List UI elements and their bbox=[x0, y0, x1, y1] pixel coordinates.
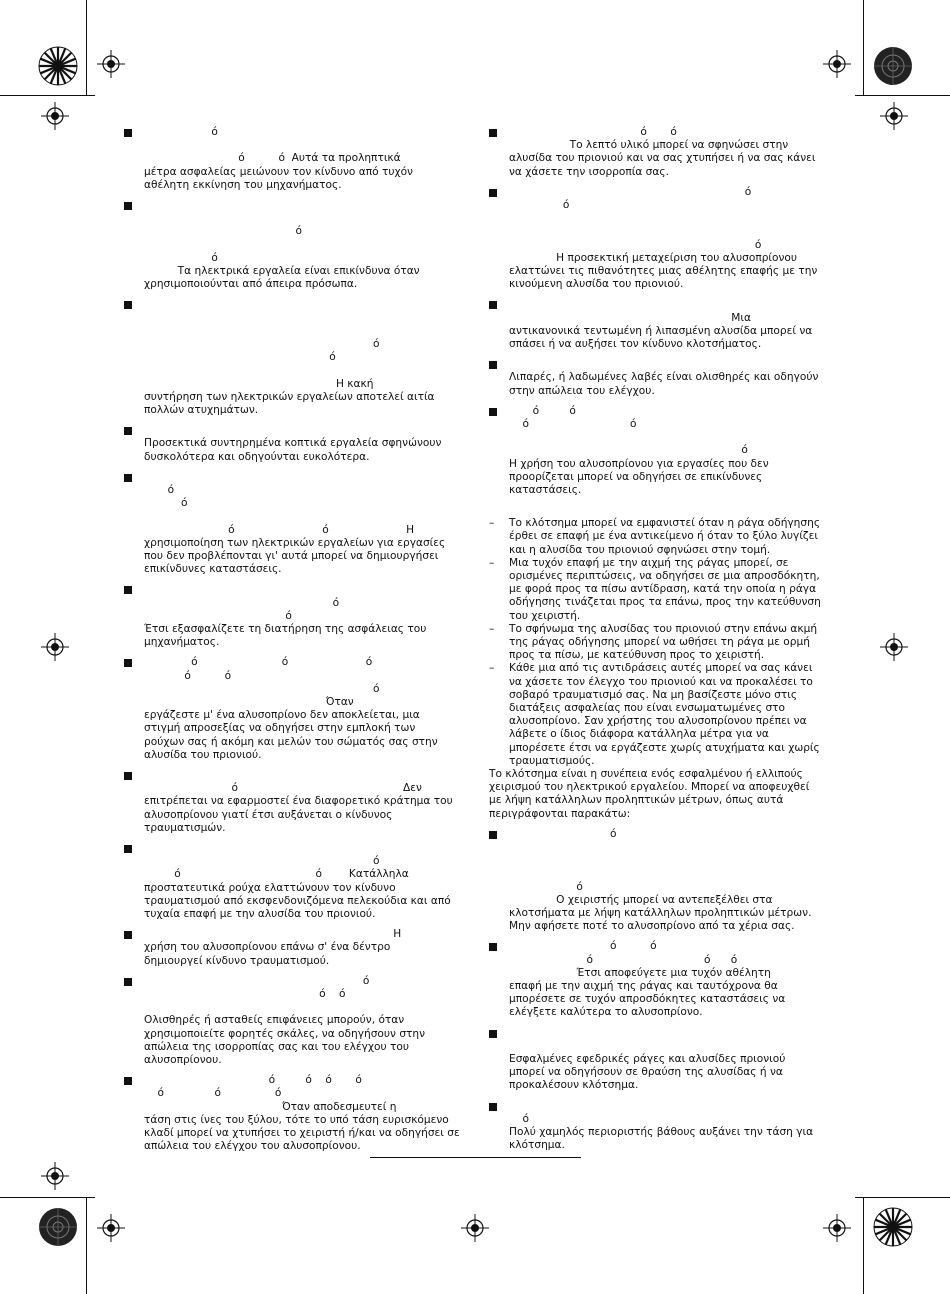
square-bullet-icon bbox=[489, 301, 497, 309]
text-line: Το σφήνωμα της αλυσίδας του πριονιού στην επάνω ακμή bbox=[509, 622, 818, 635]
text-line bbox=[144, 471, 459, 484]
crop-mark bbox=[86, 0, 87, 95]
square-bullet-icon bbox=[124, 586, 132, 594]
text-line: Έτσι αποφεύγετε μια τυχόν αθέλητη bbox=[509, 966, 771, 979]
crop-mark bbox=[855, 95, 950, 96]
bullet-item bbox=[489, 405, 824, 497]
square-bullet-icon bbox=[124, 845, 132, 853]
square-bullet-icon bbox=[124, 474, 132, 482]
text-line: περιγράφονται παρακάτω: bbox=[489, 807, 631, 820]
text-line: χρησιμοποίηση των ηλεκτρικών εργαλείων για εργασίες bbox=[144, 536, 446, 549]
text-line: ό ό ό ό bbox=[144, 1074, 362, 1087]
text-line: Το κλότσημα μπορεί να εμφανιστεί όταν η ράγα οδήγησης bbox=[509, 517, 821, 530]
text-line: ελαττώνει τις πιθανότητες μιας αθέλητης επαφής με την bbox=[509, 265, 818, 277]
square-bullet-icon bbox=[489, 1030, 497, 1038]
spacer bbox=[489, 1093, 824, 1100]
spacer bbox=[489, 291, 824, 298]
spacer bbox=[124, 921, 459, 928]
square-bullet-icon bbox=[489, 943, 497, 951]
text-line: ό bbox=[144, 251, 218, 264]
text-line bbox=[509, 298, 824, 311]
text-line: έρθει σε επαφή με ένα αντικείμενο ή όταν το ξύλο λυγίζει bbox=[509, 530, 818, 543]
bullet-item bbox=[489, 1027, 824, 1093]
dash-marker: – bbox=[489, 662, 495, 675]
dash-item bbox=[489, 517, 824, 557]
spacer bbox=[124, 576, 459, 583]
text-line: Κάθε μια από τις αντιδράσεις αυτές μπορεί να σας κάνει bbox=[509, 662, 813, 675]
text-line: Λιπαρές, ή λαδωμένες λαβές είναι ολισθηρές και οδηγούν bbox=[509, 371, 819, 384]
text-line: αντικανονικά τεντωμένη ή λιπασμένη αλυσίδα μπορεί να bbox=[509, 324, 813, 337]
text-line: ό bbox=[144, 682, 380, 695]
text-line: Ο χειριστής μπορεί να αντεπεξέλθει στα bbox=[509, 893, 773, 906]
text-line: Έτσι εξασφαλίζετε τη διατήρηση της ασφάλειας του bbox=[144, 622, 427, 635]
bullet-item bbox=[124, 471, 459, 577]
text-line: Μια bbox=[509, 311, 751, 324]
text-line: ό ό bbox=[509, 404, 576, 417]
text-line: Η bbox=[144, 928, 402, 941]
text-line: ό bbox=[509, 185, 752, 198]
text-line: προκαλέσουν κλότσημα. bbox=[509, 1079, 639, 1092]
registration-starburst-icon bbox=[38, 46, 78, 86]
text-line: τάση στις ίνες του ξύλου, τότε το υπό τάση ευρισκόμενο bbox=[144, 1113, 449, 1126]
text-line: επαφή με την αιχμή της ράγας και ταυτόχρονα θα bbox=[509, 980, 778, 993]
text-line: που δεν προβλέπονται γι' αυτά μπορεί να δημιουργήσει bbox=[144, 549, 439, 562]
text-line: ό ό bbox=[144, 669, 232, 682]
text-line: πολλών ατυχημάτων. bbox=[144, 403, 259, 416]
text-line bbox=[144, 312, 459, 325]
spacer bbox=[124, 1067, 459, 1074]
text-line: μηχανήματος. bbox=[144, 636, 220, 649]
text-line: ό bbox=[509, 238, 762, 251]
text-line: ελέγξετε καλύτερα το αλυσοπρίονο. bbox=[509, 1006, 703, 1019]
registration-crosshair-icon bbox=[41, 102, 69, 130]
text-line bbox=[509, 867, 824, 880]
text-line bbox=[509, 358, 824, 371]
bullet-item bbox=[124, 126, 459, 192]
crop-mark bbox=[0, 1197, 95, 1198]
square-bullet-icon bbox=[124, 427, 132, 435]
text-line bbox=[144, 583, 459, 596]
spacer bbox=[124, 464, 459, 471]
text-line: ό bbox=[509, 444, 748, 457]
footer-rule bbox=[370, 1157, 581, 1158]
text-line: Η χρήση του αλυσοπρίονου για εργασίες που δεν bbox=[509, 457, 769, 470]
text-line: ό bbox=[509, 827, 617, 840]
text-line: χρήση του αλυσοπρίονου επάνω σ' ένα δέντρο bbox=[144, 941, 391, 954]
bullet-item bbox=[124, 1074, 459, 1153]
text-line: τραυματισμούς. bbox=[509, 754, 595, 767]
text-line: ό ό bbox=[144, 987, 346, 1000]
text-line: να χάσετε τον έλεγχο του πριονιού και να προκαλέσει το bbox=[509, 675, 813, 688]
registration-crosshair-icon bbox=[41, 633, 69, 661]
spacer bbox=[489, 398, 824, 405]
text-line: προστατευτικά ρούχα ελαττώνουν τον κίνδυνο bbox=[144, 881, 396, 894]
text-line: εργάζεστε μ' ένα αλυσοπρίονο δεν αποκλείεται, μια bbox=[144, 709, 420, 722]
text-line: τραυματισμών. bbox=[144, 821, 226, 834]
text-line bbox=[144, 298, 459, 311]
text-line: μπορεί να οδηγήσουν σε θραύση της αλυσίδας ή να bbox=[509, 1066, 783, 1079]
registration-crosshair-icon bbox=[97, 50, 125, 78]
text-line: κλαδί μπορεί να χτυπήσει το χειριστή ή/και να οδηγήσει σε bbox=[144, 1126, 460, 1139]
square-bullet-icon bbox=[489, 129, 497, 137]
square-bullet-icon bbox=[489, 1103, 497, 1111]
spacer bbox=[124, 291, 459, 298]
text-line bbox=[509, 1027, 824, 1040]
crop-mark bbox=[0, 95, 95, 96]
text-line: Προσεκτικά συντηρημένα κοπτικά εργαλεία σφηνώνουν bbox=[144, 437, 442, 450]
text-line: σπάσει ή να αυξήσει τον κίνδυνο κλοτσήματος. bbox=[509, 338, 762, 350]
spacer bbox=[489, 933, 824, 940]
text-line: Μια τυχόν επαφή με την αιχμή της ράγας μπορεί, σε bbox=[509, 556, 789, 569]
left-column bbox=[124, 126, 459, 1160]
square-bullet-icon bbox=[124, 301, 132, 309]
text-line: κλότσημα. bbox=[509, 1139, 565, 1152]
crop-mark bbox=[855, 1197, 950, 1198]
text-line: μπορέσετε έτσι να εργάζεστε χωρίς ατυχήματα και χωρίς bbox=[509, 741, 820, 754]
bullet-item bbox=[489, 940, 824, 1019]
bullet-item bbox=[124, 583, 459, 649]
text-line: ό ό bbox=[509, 418, 637, 430]
text-line: ό ό ό bbox=[509, 953, 738, 966]
text-line bbox=[144, 199, 459, 212]
text-line: Ολισθηρές ή ασταθείς επιφάνειες μπορούν, όταν bbox=[144, 1014, 405, 1027]
registration-dark-disc-icon bbox=[873, 46, 913, 86]
text-line: ό bbox=[509, 199, 570, 212]
registration-starburst-icon bbox=[873, 1207, 913, 1247]
text-line: ό bbox=[144, 855, 380, 868]
text-line: Η κακή bbox=[144, 377, 374, 390]
spacer bbox=[489, 821, 824, 828]
bullet-item bbox=[489, 1100, 824, 1153]
text-line bbox=[144, 139, 459, 152]
text-line: αλυσοπρίονου. bbox=[144, 1053, 222, 1066]
text-line: δυσκολότερα και οδηγούνται ευκολότερα. bbox=[144, 450, 370, 463]
text-line: κινούμενη αλυσίδα του πριονιού. bbox=[509, 278, 684, 291]
text-line: ό bbox=[144, 483, 175, 496]
dash-marker: – bbox=[489, 622, 495, 635]
text-line: προς τα πίσω, με κατεύθυνση προς το χειριστή. bbox=[509, 649, 765, 662]
text-line: χρησιμοποιείτε φορητές σκάλες, να οδηγήσουν στην bbox=[144, 1027, 426, 1040]
text-line bbox=[509, 1100, 824, 1113]
text-line: ό ό ό bbox=[144, 1087, 282, 1100]
text-line: Όταν αποδεσμευτεί η bbox=[144, 1100, 397, 1113]
text-line: αλυσίδα του πριονιού. bbox=[144, 748, 262, 761]
text-line bbox=[144, 424, 459, 437]
spacer bbox=[124, 835, 459, 842]
text-line bbox=[509, 841, 824, 854]
text-line bbox=[144, 325, 459, 338]
text-line: ό ό bbox=[509, 126, 677, 138]
text-line: ό bbox=[144, 596, 340, 609]
text-line: του χειριστή. bbox=[509, 609, 581, 622]
spacer bbox=[489, 179, 824, 186]
bullet-item bbox=[124, 928, 459, 968]
registration-crosshair-icon bbox=[41, 1162, 69, 1190]
bullet-item bbox=[124, 769, 459, 835]
spacer bbox=[124, 762, 459, 769]
spacer bbox=[124, 192, 459, 199]
text-line bbox=[509, 212, 824, 225]
square-bullet-icon bbox=[124, 772, 132, 780]
paragraph bbox=[489, 768, 824, 821]
text-line: τυχαία επαφή με την αλυσίδα του πριονιού. bbox=[144, 907, 376, 920]
spacer bbox=[124, 649, 459, 656]
text-line: ό bbox=[144, 609, 292, 622]
text-line: ό bbox=[144, 497, 188, 510]
text-line: ό bbox=[144, 974, 370, 987]
text-line bbox=[509, 1040, 824, 1053]
text-line: τραυματισμού από εκσφενδονιζόμενα πελεκούδια και από bbox=[144, 894, 451, 907]
crop-mark bbox=[863, 1197, 864, 1294]
text-line: μπορέσετε σε τυχόν απροσδόκητες καταστάσεις να bbox=[509, 993, 786, 1006]
square-bullet-icon bbox=[489, 408, 497, 416]
registration-crosshair-icon bbox=[880, 102, 908, 130]
text-line: ό ό Κατάλληλα bbox=[144, 868, 409, 881]
registration-crosshair-icon bbox=[823, 50, 851, 78]
text-line: ό bbox=[144, 126, 218, 138]
bullet-item bbox=[124, 298, 459, 417]
text-line: Το κλότσημα είναι η συνέπεια ενός εσφαλμένου ή ελλιπούς bbox=[489, 768, 803, 781]
text-line: ρούχων σας ή ακόμη και μελών του σώματός σας στην bbox=[144, 735, 438, 748]
text-line bbox=[144, 510, 459, 523]
text-line: να χάσετε την ισορροπία σας. bbox=[509, 165, 669, 178]
registration-crosshair-icon bbox=[97, 1214, 125, 1242]
text-line: Όταν bbox=[144, 695, 354, 708]
text-line: με φορά προς τα πίσω αντίδραση, κατά την οποία η ράγα bbox=[509, 583, 817, 596]
text-line bbox=[144, 769, 459, 782]
text-line: ό bbox=[509, 1112, 529, 1125]
square-bullet-icon bbox=[489, 831, 497, 839]
text-line: επικίνδυνες καταστάσεις. bbox=[144, 563, 282, 576]
text-line: προορίζεται μπορεί να οδηγήσει σε επικίνδυνες bbox=[509, 470, 763, 483]
spacer bbox=[489, 504, 824, 517]
text-line: συντήρηση των ηλεκτρικών εργαλείων αποτελεί αιτία bbox=[144, 390, 435, 403]
text-line: ό bbox=[144, 337, 380, 350]
text-line bbox=[144, 842, 459, 855]
spacer bbox=[489, 351, 824, 358]
text-line: με λήψη κατάλληλων προληπτικών μέτρων, όπως αυτά bbox=[489, 794, 784, 807]
text-line bbox=[144, 364, 459, 377]
square-bullet-icon bbox=[124, 202, 132, 210]
text-line: της ράγας οδήγησης μπορεί να ωθήσει τη ράγα με ορμή bbox=[509, 636, 810, 649]
square-bullet-icon bbox=[489, 361, 497, 369]
square-bullet-icon bbox=[489, 189, 497, 197]
crop-mark bbox=[86, 1197, 87, 1294]
text-line: αλυσοπρίονο. Σαν χρήστης του αλυσοπρίονου πρέπει να bbox=[509, 715, 807, 728]
text-line: απώλεια του ελέγχου του αλυσοπρίονου. bbox=[144, 1140, 361, 1153]
bullet-item bbox=[124, 199, 459, 291]
text-line: ό ό bbox=[509, 940, 657, 953]
text-line: μέτρα ασφαλείας μειώνουν τον κίνδυνο από τυχόν bbox=[144, 165, 413, 178]
text-line: ό bbox=[509, 880, 583, 893]
text-line: σοβαρό τραυματισμό σας. Να μη βασίζεστε μόνο στις bbox=[509, 688, 798, 701]
bullet-item bbox=[124, 975, 459, 1067]
spacer bbox=[124, 968, 459, 975]
text-line: Πολύ χαμηλός περιοριστής βάθους αυξάνει την τάση για bbox=[509, 1126, 814, 1139]
registration-crosshair-icon bbox=[880, 633, 908, 661]
crop-mark bbox=[863, 0, 864, 95]
spacer bbox=[489, 497, 824, 504]
text-line: και η αλυσίδα του πριονιού σφηνώσει στην τομή. bbox=[509, 543, 771, 556]
text-line: στιγμή απροσεξίας να οδηγήσει στην εμπλοκή των bbox=[144, 722, 416, 735]
text-line bbox=[509, 225, 824, 238]
text-line: οδήγησης τινάζεται προς τα επάνω, προς την κατεύθυνση bbox=[509, 596, 821, 609]
text-line: χρησιμοποιούνται από άπειρα πρόσωπα. bbox=[144, 278, 358, 291]
registration-crosshair-icon bbox=[461, 1214, 489, 1242]
text-line: ό ό Η bbox=[144, 523, 415, 536]
text-line: Εσφαλμένες εφεδρικές ράγες και αλυσίδες πριονιού bbox=[509, 1053, 786, 1066]
text-line: στην απώλεια του ελέγχου. bbox=[509, 384, 655, 397]
dash-item bbox=[489, 623, 824, 663]
text-line: ό ό ό bbox=[144, 656, 373, 669]
text-line: ό bbox=[144, 351, 336, 364]
text-line bbox=[144, 239, 459, 252]
text-line bbox=[509, 431, 824, 444]
text-line: ό bbox=[144, 225, 303, 238]
text-line: αλυσοπρίονου γιατί έτσι αυξάνεται ο κίνδυνος bbox=[144, 808, 393, 821]
text-line: κλοτσήματα με λήψη κατάλληλων προληπτικών μέτρων. bbox=[509, 907, 812, 920]
text-line: χειρισμού του ηλεκτρικού εργαλείου. Μπορεί να αποφευχθεί bbox=[489, 781, 810, 794]
text-line bbox=[144, 212, 459, 225]
bullet-item bbox=[489, 298, 824, 351]
text-line: επιτρέπεται να εφαρμοστεί ένα διαφορετικό κράτημα του bbox=[144, 795, 453, 808]
text-line: ορισμένες περιπτώσεις, να οδηγήσει σε μια απροσδόκητη, bbox=[509, 570, 820, 583]
right-column bbox=[489, 126, 824, 1159]
bullet-item bbox=[124, 424, 459, 464]
bullet-item bbox=[124, 842, 459, 921]
text-line: δημιουργεί κίνδυνο τραυματισμού. bbox=[144, 954, 330, 967]
text-line: αθέλητη εκκίνηση του μηχανήματος. bbox=[144, 178, 342, 191]
text-line: καταστάσεις. bbox=[509, 484, 582, 496]
square-bullet-icon bbox=[124, 129, 132, 137]
registration-dark-disc-icon bbox=[38, 1207, 78, 1247]
text-line: λάβετε ο ίδιος διάφορα κατάλληλα μέτρα για να bbox=[509, 728, 769, 741]
registration-crosshair-icon bbox=[823, 1214, 851, 1242]
text-line: Μην αφήσετε ποτέ το αλυσοπρίονο από τα χέρια σας. bbox=[509, 920, 795, 933]
spacer bbox=[489, 1020, 824, 1027]
square-bullet-icon bbox=[124, 1077, 132, 1085]
bullet-item bbox=[124, 656, 459, 762]
square-bullet-icon bbox=[124, 659, 132, 667]
dash-marker: – bbox=[489, 556, 495, 569]
dash-item bbox=[489, 557, 824, 623]
text-line: διατάξεις ασφαλείας που είναι ενσωματωμένες στο bbox=[509, 702, 786, 715]
bullet-item bbox=[489, 358, 824, 398]
text-line bbox=[144, 1001, 459, 1014]
text-line: απώλεια της ισορροπίας σας και του ελέγχου του bbox=[144, 1040, 409, 1053]
spacer bbox=[124, 417, 459, 424]
spacer bbox=[489, 1152, 824, 1159]
text-line: ό Δεν bbox=[144, 782, 422, 795]
text-line: ό ό Αυτά τα προληπτικά bbox=[144, 152, 401, 165]
dash-item bbox=[489, 662, 824, 768]
text-line: Τα ηλεκτρικά εργαλεία είναι επικίνδυνα όταν bbox=[144, 264, 420, 277]
square-bullet-icon bbox=[124, 931, 132, 939]
bullet-item bbox=[489, 126, 824, 179]
dash-marker: – bbox=[489, 517, 495, 530]
bullet-item bbox=[489, 828, 824, 934]
square-bullet-icon bbox=[124, 978, 132, 986]
bullet-item bbox=[489, 186, 824, 292]
text-line: Η προσεκτική μεταχείριση του αλυσοπρίονου bbox=[509, 251, 798, 264]
text-line bbox=[509, 854, 824, 867]
text-line: Το λεπτό υλικό μπορεί να σφηνώσει στην bbox=[509, 139, 789, 152]
text-line: αλυσίδα του πριονιού και να σας χτυπήσει ή να σας κάνει bbox=[509, 152, 816, 165]
